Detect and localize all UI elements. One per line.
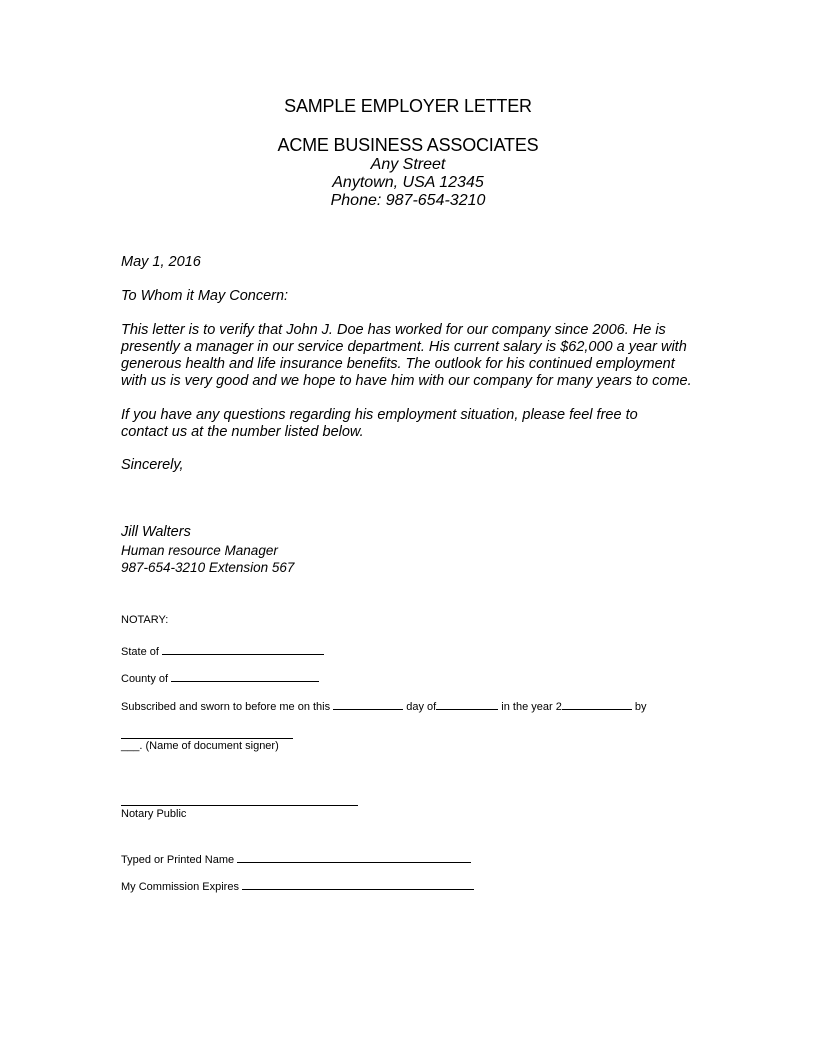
state-of-row [121,642,324,658]
letter-questions-paragraph [121,407,711,441]
signer-name: Jill Walters [121,524,191,540]
sworn-date-blank[interactable] [333,697,403,710]
letter-salutation: To Whom it May Concern: [121,288,289,304]
printed-name-blank[interactable] [237,850,471,863]
signer-title: Human resource Manager [121,543,278,558]
notary-signature-line[interactable] [121,805,358,806]
document-signer-label: . (Name of document signer) [139,740,279,752]
questions-line: contact us at the number listed below. [121,424,364,440]
questions-line: If you have any questions regarding his employment situation, please feel free to [121,407,638,423]
county-of-label: County of [121,673,169,685]
sworn-day-label: day of [406,701,437,713]
commission-row [121,877,474,893]
printed-name-label: Typed or Printed Name [121,854,235,866]
letter-date: May 1, 2016 [121,254,201,270]
body-line: presently a manager in our service department. His current salary is $62,000 a year with [121,339,687,355]
document-title: SAMPLE EMPLOYER LETTER [284,96,532,116]
letter-closing: Sincerely, [121,457,184,473]
body-line: This letter is to verify that John J. Doe has worked for our company since 2006. He is [121,322,666,338]
sworn-prefix: Subscribed and sworn to before me on this [121,701,331,713]
notary-public-label: Notary Public [121,808,187,820]
county-of-blank[interactable] [171,669,319,682]
document-signer-blank[interactable]: ___ [121,740,140,752]
commission-blank[interactable] [242,877,474,890]
document-signer-line[interactable] [121,738,293,739]
sworn-year-label: in the year 2 [501,701,562,713]
body-line: generous health and life insurance benefits. The outlook for his continued employment [121,356,675,372]
state-of-label: State of [121,646,159,658]
company-city: Anytown, USA 12345 [332,174,484,191]
company-street: Any Street [370,156,446,173]
sworn-row [121,697,647,713]
printed-name-row [121,850,471,866]
sworn-month-blank[interactable] [436,697,498,710]
signer-phone: 987-654-3210 Extension 567 [121,560,295,575]
letter-body-paragraph [121,322,711,390]
commission-label: My Commission Expires [121,881,239,893]
sworn-by-label: by [634,701,647,713]
sworn-year-blank[interactable] [562,697,632,710]
company-name: ACME BUSINESS ASSOCIATES [277,135,539,155]
document-signer-row [121,740,279,752]
body-line: with us is very good and we hope to have him with our company for many years to come. [121,373,692,389]
state-of-blank[interactable] [162,642,324,655]
county-of-row [121,669,319,685]
company-phone: Phone: 987-654-3210 [330,192,486,209]
notary-heading: NOTARY: [121,614,169,626]
